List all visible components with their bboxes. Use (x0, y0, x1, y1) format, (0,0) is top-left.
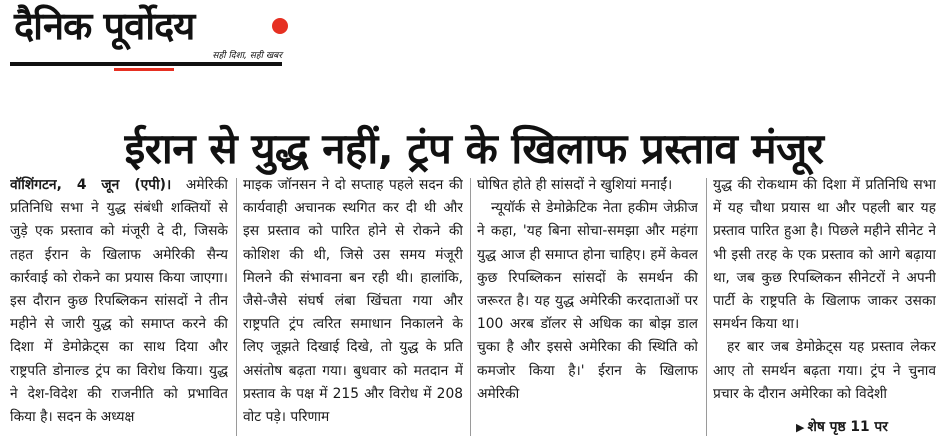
triangle-right-icon: ▶ (796, 421, 805, 434)
column-2-text: माइक जॉनसन ने दो सप्ताह पहले सदन की कार्यवाही अचानक स्थगित कर दी थी और इस प्रस्ताव को पारित होने से रोकने की कोशिश की थी, जिसे उस समय मंजूरी मिलने की संभावना बन रही थी। हालांकि, जैसे-जैसे संघर्ष लंबा खिंचता गया और राष्ट्रपति ट्रंप त्वरित समाधान निकालने के लिए जूझते दिखाई दिखे, तो युद्ध के प्रति असंतोष बढ़ता गया। बुधवार को मतदान में प्रस्ताव के पक्ष में 215 और विरोध में 208 वोट पड़े। परिणाम (243, 177, 463, 426)
column-3-paragraph-2: न्यूयॉर्क से डेमोक्रेटिक नेता हकीम जेफ्रीज ने कहा, 'यह बिना सोचा-समझा और महंगा युद्ध आज ही समाप्त होना चाहिए। हमें केवल कुछ रिपब्लिकन सांसदों के समर्थन की जरूरत है। यह युद्ध अमेरिकी करदाताओं पर 100 अरब डॉलर से अधिक का बोझ डाल चुका है और इससे अमेरिका की स्थिति को कमजोर किया है।' ईरान के खिलाफ अमेरिकी (477, 200, 698, 402)
dateline: वॉशिंगटन, 4 जून (एपी)। (10, 177, 172, 193)
column-divider (470, 178, 471, 436)
masthead-rule (10, 62, 282, 66)
article-column-3 (477, 174, 698, 440)
column-divider (236, 178, 237, 436)
article-column-1 (10, 174, 228, 440)
column-1-text: अमेरिकी प्रतिनिधि सभा ने युद्ध संबंधी शक्तियों से जुड़े एक प्रस्ताव को मंजूरी दे दी, जिसके तहत ईरान के खिलाफ अमेरिकी सैन्य कार्रवाई को रोकने का प्रयास किया जाएगा। इस दौरान कुछ रिपब्लिकन सांसदों ने तीन महीने से जारी युद्ध को समाप्त करने की दिशा में डेमोक्रेट्स का साथ दिया और राष्ट्रपति डोनाल्ड ट्रंप का विरोध किया। युद्ध ने देश-विदेश की राजनीति को प्रभावित किया है। सदन के अध्यक्ष (10, 177, 228, 426)
column-3-text: घोषित होते ही सांसदों ने खुशियां मनाईं। (477, 177, 673, 193)
masthead-red-rule (114, 68, 174, 71)
column-4-text: युद्ध की रोकथाम की दिशा में प्रतिनिधि सभा में यह चौथा प्रयास था और पहली बार यह प्रस्ताव पारित हुआ है। पिछले महीने सीनेट ने भी इसी तरह के एक प्रस्ताव को आगे बढ़ाया था, जब कुछ रिपब्लिकन सीनेटरों ने अपनी पार्टी के राष्ट्रपति के खिलाफ जाकर उसका समर्थन किया था। (713, 177, 936, 333)
masthead (10, 4, 282, 74)
continued-label: शेष पृष्ठ 11 पर (807, 419, 888, 435)
headline: ईरान से युद्ध नहीं, ट्रंप के खिलाफ प्रस्ताव मंजूर (124, 124, 824, 174)
masthead-title: दैनिक पूर्वोदय (14, 4, 195, 48)
article-column-2 (243, 174, 463, 440)
masthead-red-dot (272, 18, 288, 34)
masthead-tagline: सही दिशा, सही खबर (212, 51, 282, 61)
article-column-4 (713, 174, 936, 440)
column-4-paragraph-2: हर बार जब डेमोक्रेट्स यह प्रस्ताव लेकर आए तो समर्थन बढ़ता गया। ट्रंप ने चुनाव प्रचार के दौरान अमेरिका को विदेशी (713, 339, 936, 402)
continued-link[interactable] (796, 417, 888, 436)
column-divider (706, 178, 707, 436)
